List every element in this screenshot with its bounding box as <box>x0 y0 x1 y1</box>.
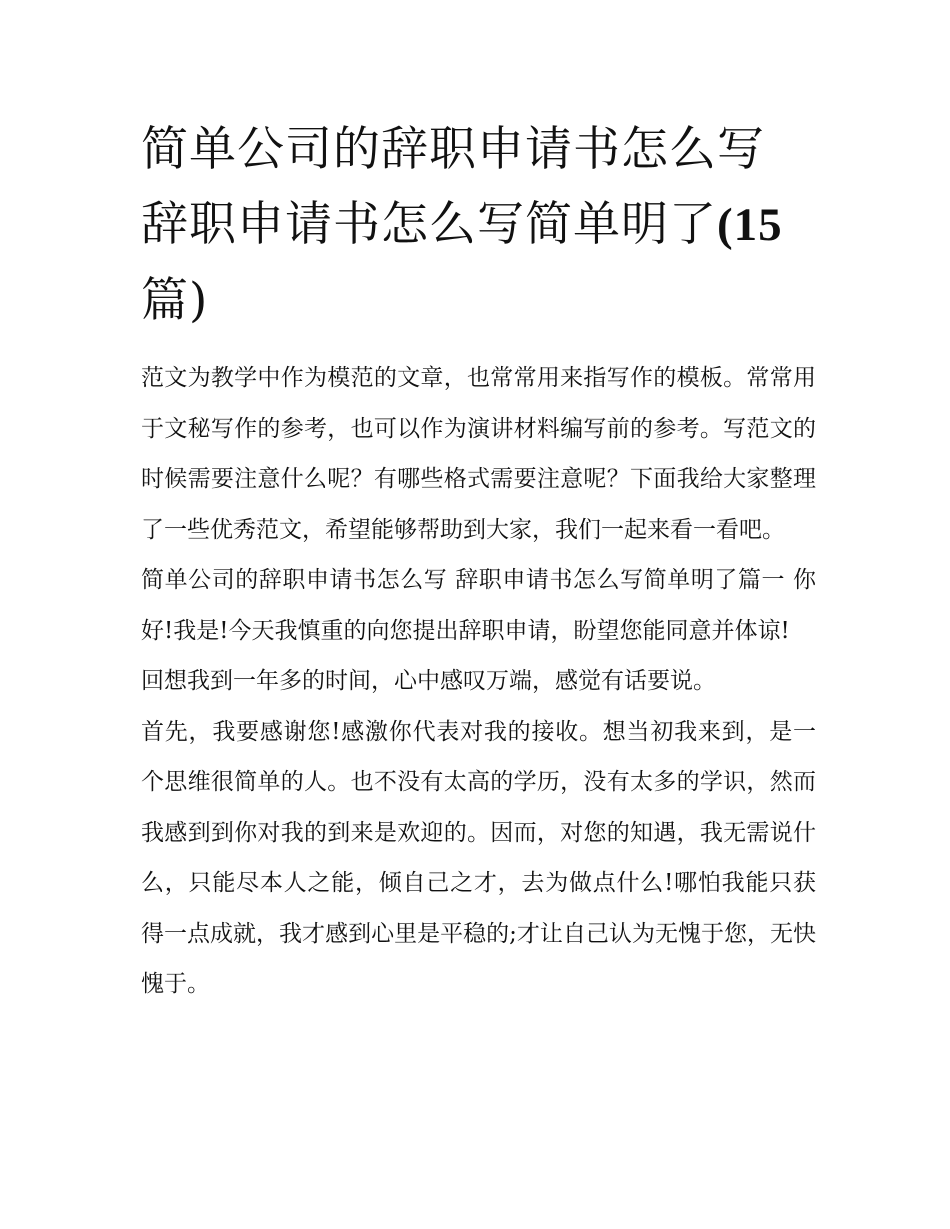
title-line-2: 辞职申请书怎么写简单明了 <box>141 197 717 252</box>
body-paragraph: 回想我到一年多的时间，心中感叹万端，感觉有话要说。 <box>141 668 716 694</box>
title-line-1: 简单公司的辞职申请书怎么写 <box>141 122 765 177</box>
intro-paragraph: 范文为教学中作为模范的文章，也常常用来指写作的模板。常常用于文秘写作的参考，也可以作为演讲材料编写前的参考。写范文的时候需要注意什么呢？有哪些格式需要注意呢？下面我给大家整理了一些优秀范文，希望能够帮助到大家，我们一起来看一看吧。 <box>141 365 816 543</box>
title-line-3: 篇) <box>141 273 209 328</box>
body-paragraph: 首先，我要感谢您!感激你代表对我的接收。想当初我来到，是一个思维很简单的人。也不没有太高的学历，没有太多的学识，然而我感到到你对我的到来是欢迎的。因而，对您的知遇，我无需说什么，只能尽本人之能，倾自己之才，去为做点什么!哪怕我能只获得一点成就，我才感到心里是平稳的;才让自己认为无愧于您，无快愧于。 <box>141 718 816 997</box>
document-title <box>141 112 816 338</box>
body-paragraph: 简单公司的辞职申请书怎么写 辞职申请书怎么写简单明了篇一 你好!我是!今天我慎重的向您提出辞职申请，盼望您能同意并体谅! <box>141 567 816 644</box>
document-page <box>141 112 816 1010</box>
title-count: (15 <box>717 199 783 251</box>
